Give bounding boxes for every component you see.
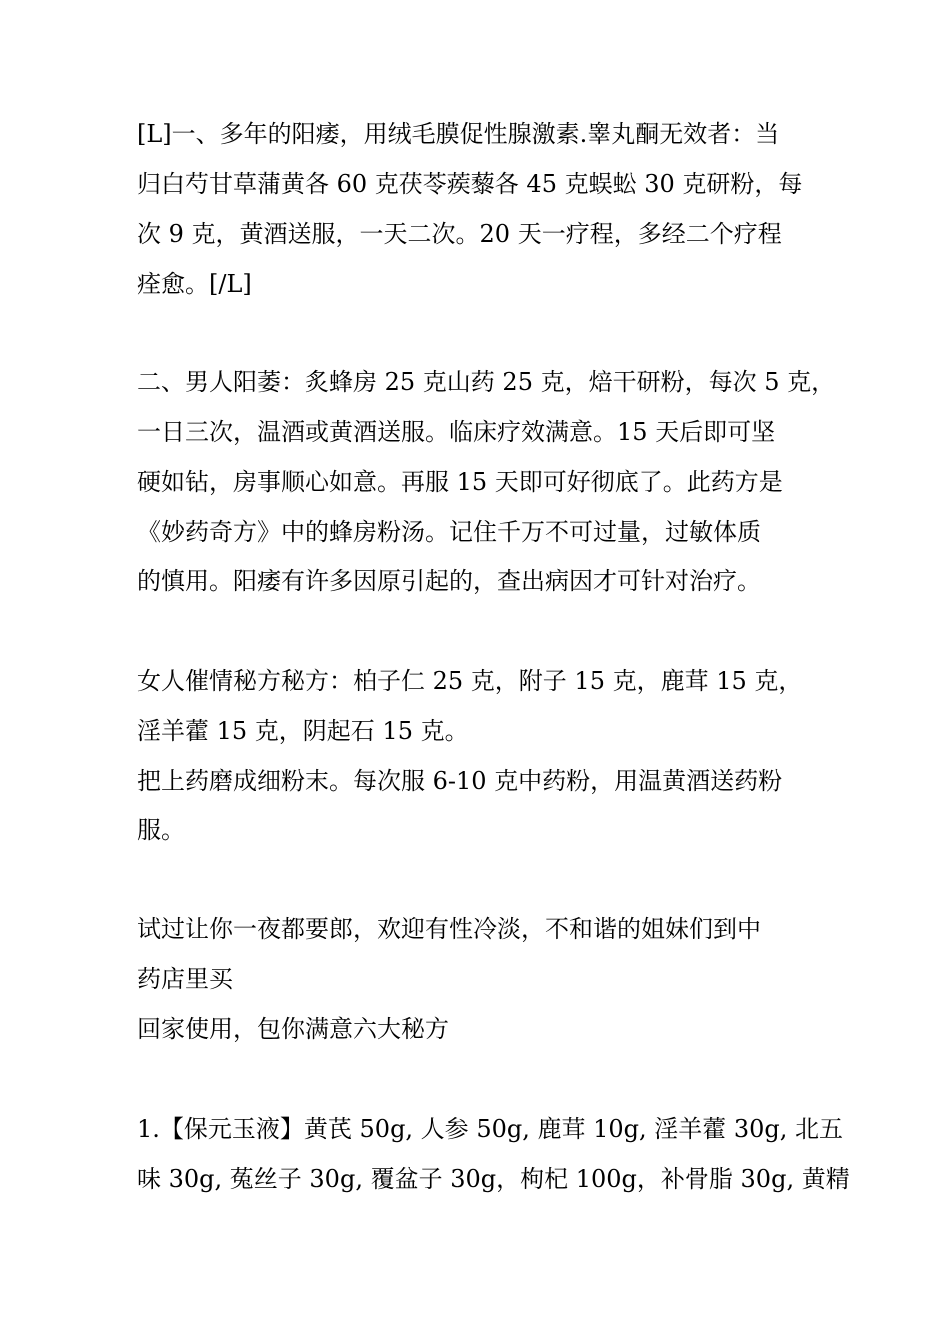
paragraph-2-line-3: 硬如钻，房事顺心如意。再服 15 天即可好彻底了。此药方是	[137, 468, 783, 496]
paragraph-1-line-4: 痊愈。[/L]	[137, 270, 252, 298]
paragraph-2-line-1: 二、男人阳萎：炙蜂房 25 克山药 25 克，焙干研粉，每次 5 克，	[137, 368, 836, 396]
paragraph-1-line-2: 归白芍甘草蒲黄各 60 克茯苓蒺藜各 45 克蜈蚣 30 克研粉，每	[137, 170, 803, 198]
paragraph-4-line-3: 回家使用，包你满意六大秘方	[137, 1015, 449, 1043]
paragraph-4-line-2: 药店里买	[137, 965, 233, 993]
paragraph-4-line-1: 试过让你一夜都要郎，欢迎有性冷淡，不和谐的姐妹们到中	[137, 915, 761, 943]
paragraph-3-line-4: 服。	[137, 816, 185, 844]
paragraph-2-line-5: 的慎用。阳痿有许多因原引起的，查出病因才可针对治疗。	[137, 567, 761, 595]
paragraph-5-line-1: 1.【保元玉液】黄芪 50g, 人参 50g, 鹿茸 10g, 淫羊藿 30g, 北五	[137, 1115, 844, 1143]
paragraph-3-line-1: 女人催情秘方秘方：柏子仁 25 克，附子 15 克，鹿茸 15 克，	[137, 667, 803, 695]
paragraph-5-line-2: 味 30g, 菟丝子 30g, 覆盆子 30g，枸杞 100g，补骨脂 30g, 黄精	[137, 1165, 850, 1193]
paragraph-3-line-2: 淫羊藿 15 克，阴起石 15 克。	[137, 717, 469, 745]
paragraph-3-line-3: 把上药磨成细粉末。每次服 6-10 克中药粉，用温黄酒送药粉	[137, 767, 783, 795]
paragraph-2-line-4: 《妙药奇方》中的蜂房粉汤。记住千万不可过量，过敏体质	[137, 518, 761, 546]
paragraph-1-line-3: 次 9 克，黄酒送服，一天二次。20 天一疗程，多经二个疗程	[137, 220, 782, 248]
paragraph-1-line-1: [L]一、多年的阳痿，用绒毛膜促性腺激素.睾丸酮无效者：当	[137, 120, 780, 148]
paragraph-2-line-2: 一日三次，温酒或黄酒送服。临床疗效满意。15 天后即可坚	[137, 418, 776, 446]
